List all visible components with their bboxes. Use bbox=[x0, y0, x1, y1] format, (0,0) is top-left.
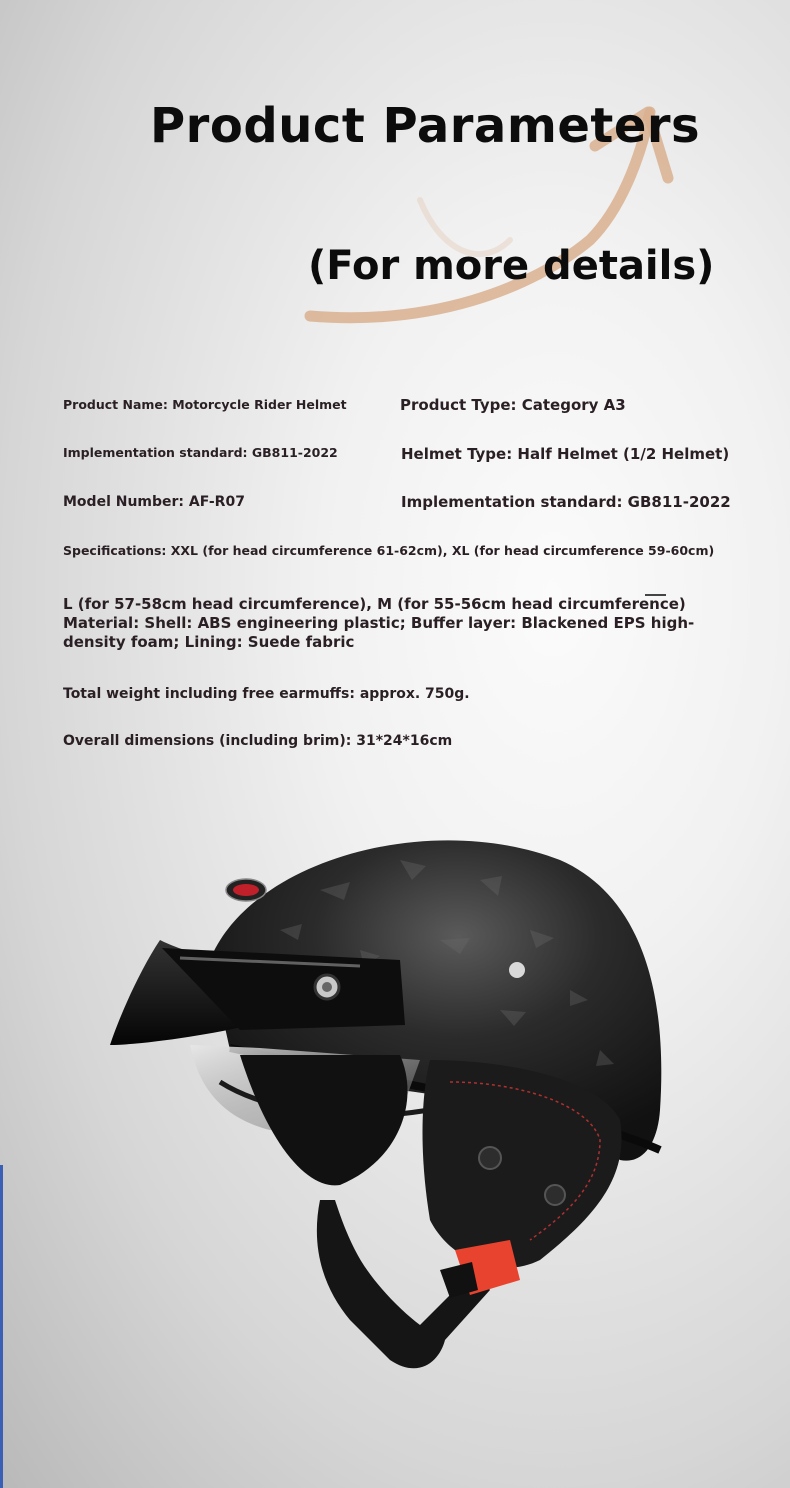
implementation-standard-left: Implementation standard: GB811-2022 bbox=[63, 445, 338, 460]
helmet-type: Helmet Type: Half Helmet (1/2 Helmet) bbox=[401, 445, 730, 463]
side-accent-strip bbox=[0, 1165, 3, 1488]
helmet-product-image bbox=[100, 820, 680, 1390]
page-title-text: Product Parameters bbox=[150, 98, 701, 154]
product-name: Product Name: Motorcycle Rider Helmet bbox=[63, 397, 347, 412]
model-number: Model Number: AF-R07 bbox=[63, 494, 245, 510]
text-cursor-mark bbox=[645, 588, 666, 596]
sizes-line: L (for 57-58cm head circumference), M (for 55-56cm head circumference) bbox=[63, 595, 686, 613]
product-type: Product Type: Category A3 bbox=[400, 396, 626, 414]
overall-dimensions: Overall dimensions (including brim): 31*24*16cm bbox=[63, 733, 453, 749]
implementation-standard-right: Implementation standard: GB811-2022 bbox=[401, 493, 731, 511]
page-title bbox=[150, 98, 700, 154]
total-weight: Total weight including free earmuffs: approx. 750g. bbox=[63, 686, 470, 702]
specifications: Specifications: XXL (for head circumference 61-62cm), XL (for head circumference 59-60cm) bbox=[63, 543, 715, 558]
page-subtitle: (For more details) bbox=[308, 243, 715, 289]
material: Material: Shell: ABS engineering plastic; Buffer layer: Blackened EPS high-density foam; Lining: Suede fabric bbox=[63, 614, 695, 651]
